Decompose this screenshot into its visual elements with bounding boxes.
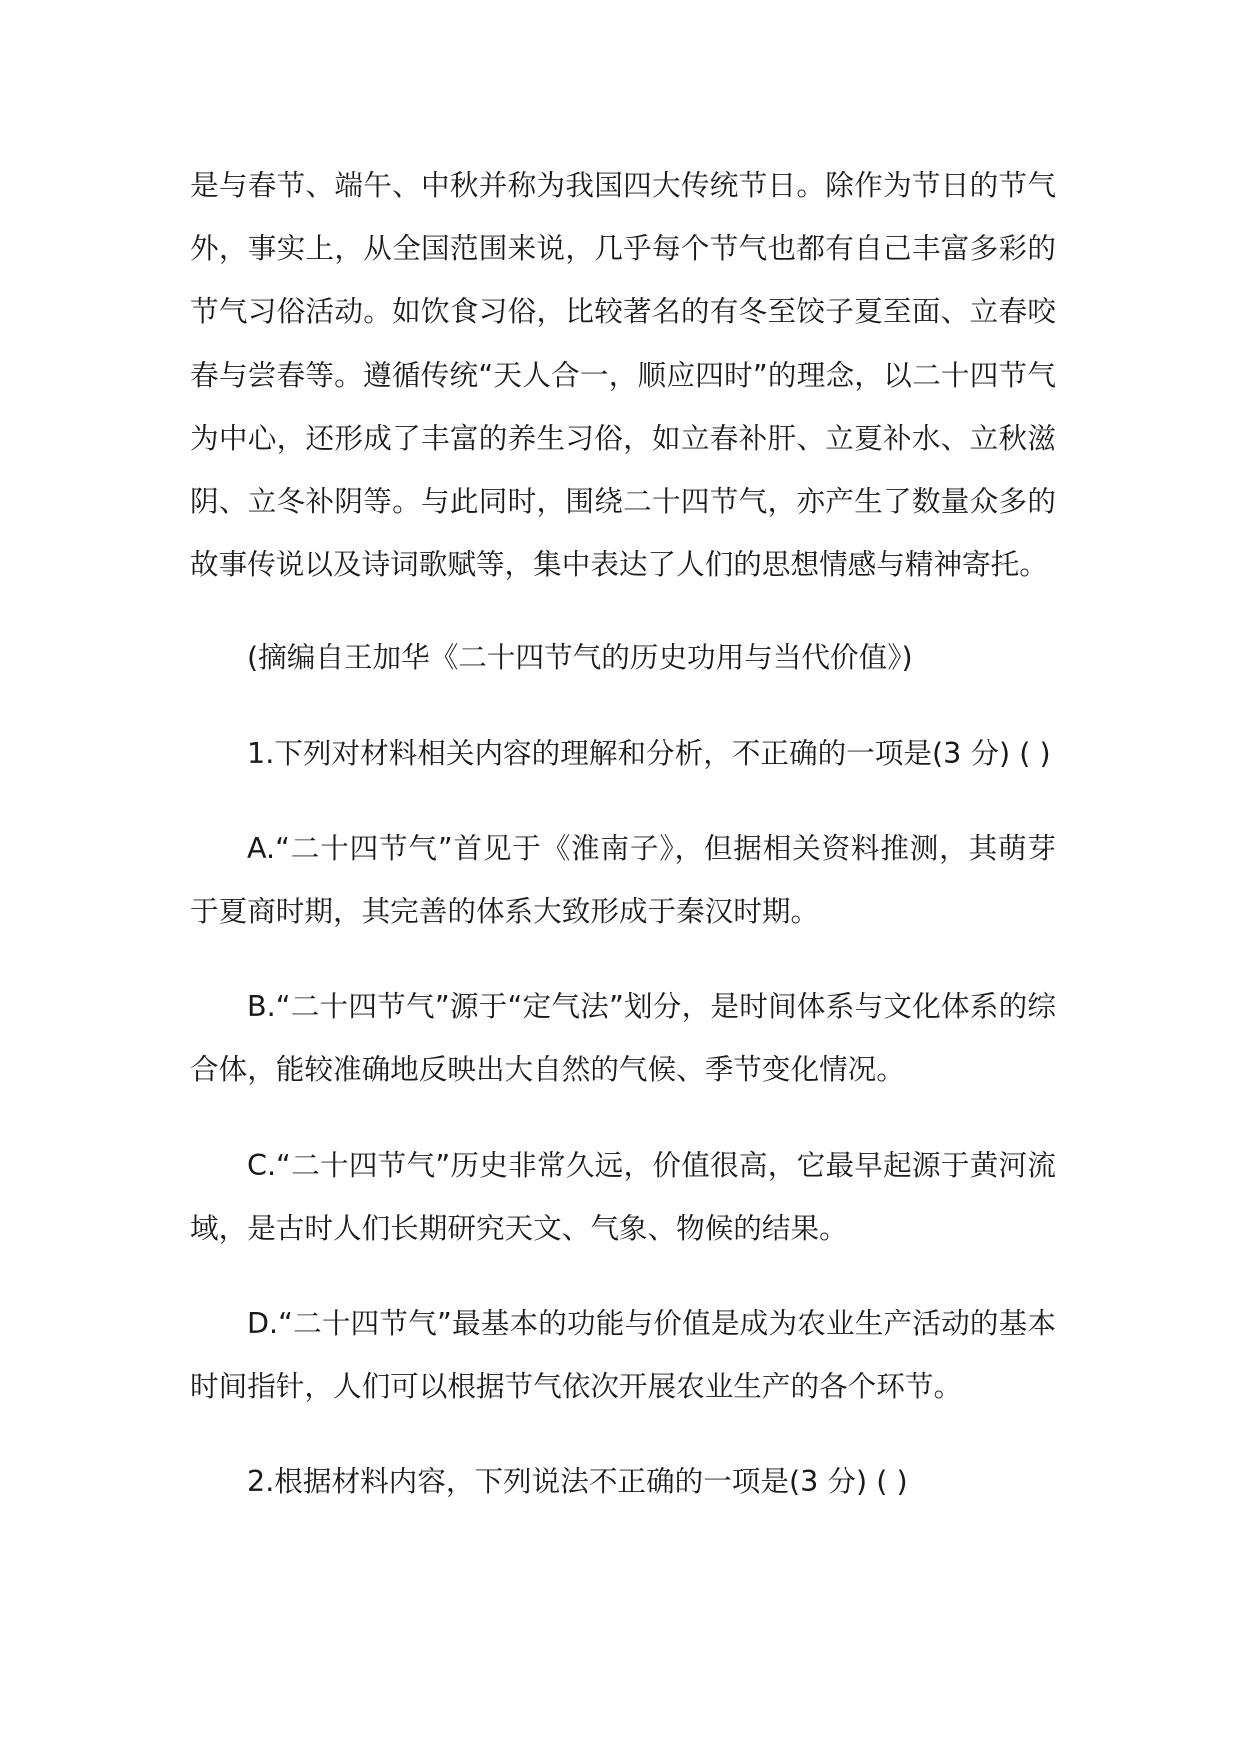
question-2-stem: 2.根据材料内容，下列说法不正确的一项是(3 分) ( ) (247, 1464, 908, 1499)
question-1-option-d: D.“二十四节气”最基本的功能与价值是成为农业生产活动的基本时间指针，人们可以根据节气依次开展农业生产的各个环节。 (190, 1306, 1056, 1404)
question-1-option-c: C.“二十四节气”历史非常久远，价值很高，它最早起源于黄河流域，是古时人们长期研究天文、气象、物候的结果。 (190, 1147, 1056, 1245)
question-1-stem: 1.下列对材料相关内容的理解和分析，不正确的一项是(3 分) ( ) (247, 735, 1051, 770)
paragraph-intro-continued: 是与春节、端午、中秋并称为我国四大传统节日。除作为节日的节气外，事实上，从全国范围来说，几乎每个节气也都有自己丰富多彩的节气习俗活动。如饮食习俗，比较著名的有冬至饺子夏至面、立春咬春与尝春等。遵循传统“天人合一，顺应四时”的理念，以二十四节气为中心，还形成了丰富的养生习俗，如立春补肝、立夏补水、立秋滋阴、立冬补阴等。与此同时，围绕二十四节气，亦产生了数量众多的故事传说以及诗词歌赋等，集中表达了人们的思想情感与精神寄托。 (190, 168, 1056, 582)
question-1-option-b: B.“二十四节气”源于“定气法”划分，是时间体系与文化体系的综合体，能较准确地反映出大自然的气候、季节变化情况。 (190, 989, 1056, 1087)
question-1-option-a: A.“二十四节气”首见于《淮南子》，但据相关资料推测，其萌芽于夏商时期，其完善的体系大致形成于秦汉时期。 (190, 830, 1056, 929)
source-citation: (摘编自王加华《二十四节气的历史功用与当代价值》) (247, 640, 913, 675)
document-body (190, 154, 1056, 1514)
